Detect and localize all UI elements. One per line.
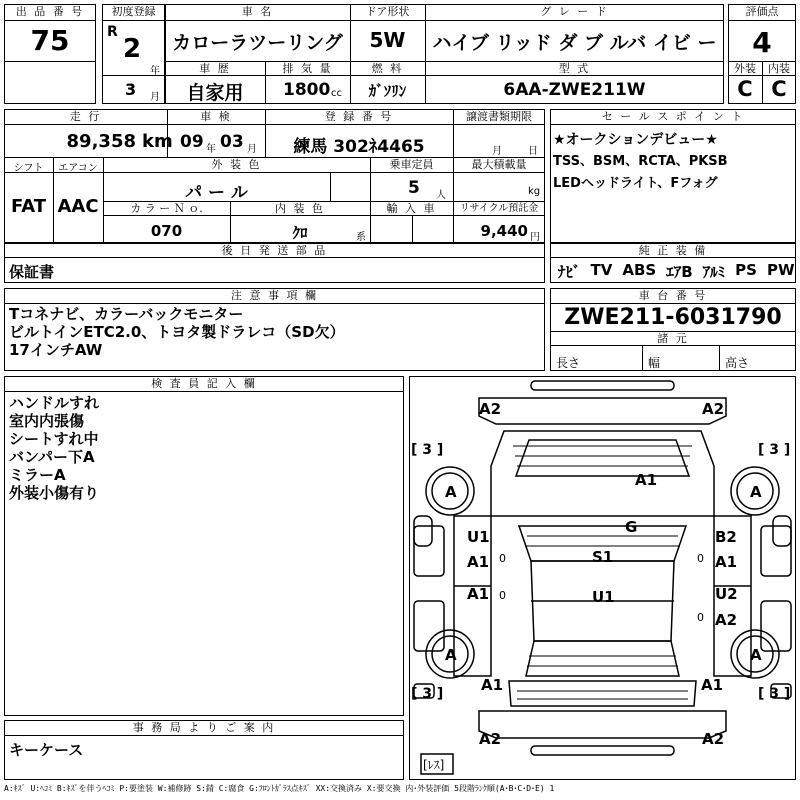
side-front-right — [761, 526, 791, 576]
max-load-unit: kg — [528, 186, 541, 197]
equipment-item: ABS — [622, 261, 657, 279]
chassis-number-label: 車 台 番 号 — [638, 289, 708, 302]
registration-month: 3 — [125, 80, 137, 99]
mark-front-left: A2 — [479, 400, 502, 418]
inspector-line: 外装小傷有り — [9, 484, 100, 502]
mark-door-rr-1: U2 — [715, 585, 738, 603]
mark-quarter-r: A1 — [701, 676, 724, 694]
mark-door-fl-1: U1 — [467, 528, 490, 546]
transfer-deadline-label: 譲渡書類期限 — [466, 110, 532, 123]
inspector-line: シートすれ中 — [9, 430, 99, 448]
mileage: 89,358 — [66, 131, 136, 152]
rear-bumper-bottom — [531, 746, 674, 755]
interior-color-label: 内 装 色 — [275, 202, 325, 215]
hood — [491, 431, 714, 516]
equipment-item: PS — [735, 261, 757, 279]
recycle-label: リサイクル預託金 — [459, 203, 539, 214]
mark-door-fl-0: 0 — [499, 552, 506, 565]
score-label: 評価点 — [745, 5, 779, 18]
model-code: 6AA-ZWE211W — [503, 80, 646, 100]
capacity: 5 — [408, 178, 420, 198]
mark-wheel-rr: A — [750, 646, 762, 664]
mark-rear-right: A2 — [702, 730, 725, 748]
mark-door-fr-1: B2 — [715, 528, 737, 546]
mark-bracket-bl: [ 3 ] — [411, 686, 444, 702]
recycle-deposit: 9,440 — [480, 222, 528, 240]
year-unit: 年 — [150, 66, 160, 77]
transfer-day-unit: 日 — [528, 146, 538, 157]
legend: A:ｷｽﾞ U:ﾍｺﾐ B:ｷｽﾞを伴うﾍｺﾐ P:要塗装 W:補修跡 S:錆 C:腐食 G:ﾌﾛﾝﾄｶﾞﾗｽ点ｷｽﾞ XX:交換済み X:要交換 内･外装評価 5段階ﾗﾝｸ順(A･B･C･D･E) 1 — [4, 784, 555, 793]
interior-label: 内装 — [768, 62, 790, 75]
later-parts-label: 後 日 発 送 部 品 — [221, 244, 328, 257]
mark-door-rr-0: 0 — [697, 611, 704, 624]
door-type: 5W — [369, 28, 406, 52]
inspector-list — [9, 394, 99, 502]
history: 自家用 — [186, 82, 244, 104]
mark-door-fl-2: A1 — [467, 553, 490, 571]
equipment-item: ﾅﾋﾞ — [558, 263, 581, 281]
mark-door-fr-0: 0 — [697, 552, 704, 565]
grade: ハイブ リッド ダ ブ ルバ イビ ー — [432, 32, 717, 54]
front-bumper-top — [531, 381, 674, 390]
mileage-label: 走 行 — [69, 110, 102, 123]
mark-door-fr-2: A1 — [715, 553, 738, 571]
mirror-right — [773, 516, 791, 546]
mark-bracket-tr: [ 3 ] — [758, 442, 791, 458]
front-bumper — [479, 398, 726, 424]
note-line: Tコネナビ、カラーバックモニター — [9, 305, 244, 323]
notes-label: 注 意 事 項 欄 — [231, 289, 318, 302]
era: R — [107, 24, 118, 40]
history-label: 車 歴 — [199, 62, 231, 75]
interior-color: ｸﾛ — [292, 224, 308, 242]
model-label: 型 式 — [558, 62, 591, 75]
inspector-line: ハンドルすれ — [9, 394, 100, 412]
inspector-line: ミラーA — [9, 466, 66, 484]
grade-label: グ レ ー ド — [540, 5, 609, 18]
exterior-grade: C — [737, 77, 753, 101]
lot-number: 75 — [30, 24, 70, 57]
mark-wheel-rl: A — [445, 646, 457, 664]
car-diagram — [409, 376, 796, 780]
rear-hatch — [509, 681, 696, 706]
shift: FAT — [10, 196, 47, 217]
rear-bumper — [479, 711, 726, 738]
interior-grade: C — [771, 77, 787, 101]
exterior-color-label: 外 装 色 — [211, 158, 262, 171]
mark-roof: G — [625, 518, 638, 536]
max-load-label: 最大積載量 — [471, 158, 527, 171]
fuel: ｶﾞｿﾘﾝ — [368, 82, 407, 100]
sales-point: ★オークションデビュー★ — [553, 132, 718, 148]
mark-door-rl: A1 — [467, 585, 490, 603]
displacement: 1800 — [283, 80, 331, 100]
inspection-month-unit: 月 — [247, 144, 257, 155]
width-label: 幅 — [648, 356, 661, 370]
mark-seat-front: S1 — [592, 548, 614, 566]
equipment-item: PW — [766, 261, 795, 279]
mark-quarter-l: A1 — [481, 676, 504, 694]
inspection-month: 03 — [220, 132, 244, 152]
length-label: 長さ — [556, 356, 581, 370]
mirror-left — [414, 516, 432, 546]
color-number: 070 — [150, 222, 183, 240]
equipment-item: ｴｱB — [666, 263, 693, 281]
inspection-label: 車 検 — [200, 110, 232, 123]
capacity-unit: 人 — [436, 190, 446, 201]
side-front-left — [414, 526, 444, 576]
sales-point: TSS、BSM、RCTA、PKSB — [553, 154, 728, 169]
registration-number-label: 登 録 番 号 — [324, 110, 394, 123]
inspector-label: 検 査 員 記 入 欄 — [151, 377, 257, 390]
exterior-color: パ ー ル — [185, 183, 248, 203]
first-registration-label: 初度登録 — [111, 5, 156, 18]
transfer-month-unit: 月 — [492, 146, 502, 157]
mark-rear-left: A2 — [479, 730, 502, 748]
specs-label: 諸 元 — [657, 332, 689, 345]
mark-hood: A1 — [635, 471, 658, 489]
mark-wheel-fr: A — [750, 483, 762, 501]
office-label: 事 務 局 よ り ご 案 内 — [132, 721, 276, 734]
month-unit: 月 — [150, 92, 160, 103]
mileage-unit: km — [142, 131, 173, 152]
capacity-label: 乗車定員 — [389, 158, 434, 171]
equipment-item: TV — [590, 261, 613, 279]
mark-bracket-br: [ 3 ] — [758, 686, 791, 702]
mark-door-rr-2: A2 — [715, 611, 738, 629]
mark-front-right: A2 — [702, 400, 725, 418]
rear-window — [526, 641, 679, 676]
score: 4 — [752, 26, 772, 59]
notes-list — [9, 305, 345, 359]
color-number-label: カ ラ ー Ｎ ｏ. — [130, 202, 203, 215]
car-name: カローラツーリング — [172, 32, 343, 54]
inspection-year: 09 — [180, 132, 204, 152]
inspection-year-unit: 年 — [206, 144, 216, 155]
fuel-label: 燃 料 — [371, 62, 404, 75]
genuine-equipment-list — [558, 261, 795, 282]
note-line: 17インチAW — [9, 341, 103, 359]
car-name-label: 車 名 — [241, 5, 274, 18]
note-line: ビルトインETC2.0、トヨタ製ドラレコ（SD欠） — [9, 323, 345, 341]
equipment-item: ｱﾙﾐ — [702, 263, 726, 281]
interior-color-unit: 系 — [356, 232, 366, 243]
chassis-number: ZWE211-6031790 — [564, 305, 782, 330]
sales-points-list — [553, 129, 728, 195]
height-label: 高さ — [725, 356, 750, 370]
mark-wheel-fl: A — [445, 483, 457, 501]
displacement-unit: cc — [331, 88, 342, 99]
sales-points-label: セ ー ル ス ポ イ ン ト — [601, 110, 745, 123]
exterior-label: 外装 — [734, 62, 756, 75]
displacement-label: 排 気 量 — [282, 62, 333, 75]
office-note: キーケース — [9, 741, 84, 759]
recycle-unit: 円 — [530, 232, 540, 243]
later-parts: 保証書 — [9, 263, 55, 281]
registration-number: 練馬 302ﾈ4465 — [293, 137, 425, 157]
mark-spare: [ﾚｽ] — [423, 758, 445, 772]
mark-door-rl-0: 0 — [499, 589, 506, 602]
import-label: 輸 入 車 — [386, 202, 437, 215]
lot-number-label: 出 品 番 号 — [15, 5, 85, 18]
air-conditioner-label: エアコン — [58, 163, 98, 174]
inspector-line: 室内内張傷 — [9, 412, 85, 430]
mark-bracket-tl: [ 3 ] — [411, 442, 444, 458]
registration-year: 2 — [123, 34, 142, 64]
sales-point: LEDヘッドライト、Fフォグ — [553, 176, 718, 191]
door-type-label: ドア形状 — [365, 5, 410, 18]
mark-seat-rear: U1 — [592, 588, 615, 606]
inspector-line: バンパー下A — [9, 448, 95, 466]
air-conditioner: AAC — [57, 196, 99, 217]
shift-label: シフト — [13, 163, 44, 174]
genuine-equipment-label: 純 正 装 備 — [638, 244, 708, 257]
